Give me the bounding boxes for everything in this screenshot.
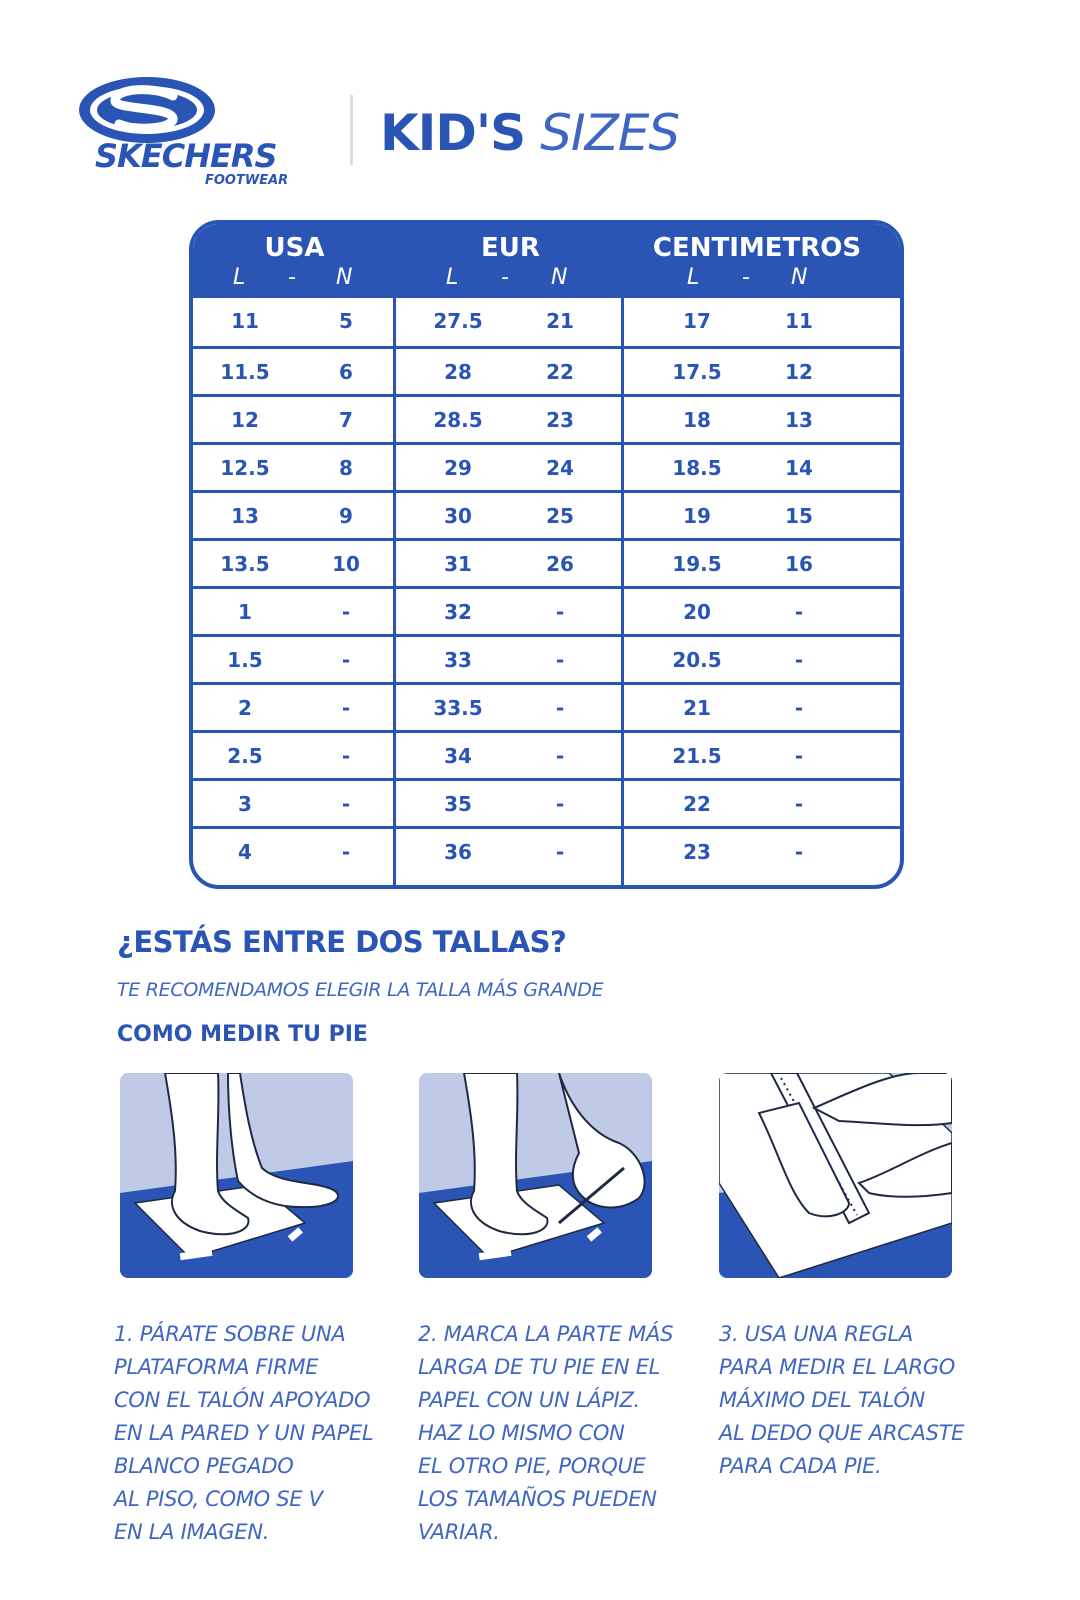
table-cell: 10 [332,552,360,576]
table-cell: 26 [546,552,574,576]
table-cell: 12 [231,408,259,432]
table-cell: 11 [785,309,813,333]
header-eur-n: N [551,265,568,290]
question-heading: ¿ESTÁS ENTRE DOS TALLAS? [117,925,567,959]
table-cell: 20.5 [672,648,722,672]
table-cell: 21.5 [672,744,722,768]
table-cell: 31 [444,552,472,576]
table-cell: 5 [339,309,353,333]
step-line: AL DEDO QUE ARCASTE [719,1421,965,1445]
table-cell: - [555,792,565,816]
table-row [193,730,900,779]
header-cm-n: N [791,265,808,290]
table-cell: 23 [683,840,711,864]
step-line: EN LA PARED Y UN PAPEL [114,1421,374,1445]
table-cell: 30 [444,504,472,528]
page-title [380,98,679,168]
table-cell: - [555,744,565,768]
table-cell: 13 [231,504,259,528]
size-table [189,220,904,889]
table-cell: 25 [546,504,574,528]
step-3-text [719,1318,1009,1483]
table-cell: 17 [683,309,711,333]
table-cell: 18.5 [672,456,722,480]
table-cell: 19.5 [672,552,722,576]
skechers-logo [75,72,343,190]
table-row [193,682,900,731]
step-line: MÁXIMO DEL TALÓN [719,1388,925,1412]
table-cell: 29 [444,456,472,480]
table-cell: - [794,648,804,672]
table-cell: - [555,840,565,864]
table-row [193,442,900,491]
table-cell: 33 [444,648,472,672]
table-cell: 11.5 [220,360,270,384]
table-cell: - [555,648,565,672]
table-cell: 13.5 [220,552,270,576]
illustration-stand [120,1073,353,1278]
table-cell: 17.5 [672,360,722,384]
table-cell: - [341,600,351,624]
step-line: 3. USA UNA REGLA [719,1322,913,1346]
illustration-mark [419,1073,652,1278]
table-cell: - [794,600,804,624]
table-cell: - [794,744,804,768]
header-eur [396,224,625,298]
table-cell: - [794,840,804,864]
table-cell: 15 [785,504,813,528]
table-cell: 21 [546,309,574,333]
step-line: PARA MEDIR EL LARGO [719,1355,956,1379]
table-cell: - [794,696,804,720]
column-divider-2 [621,298,624,885]
table-cell: - [341,648,351,672]
header-cm [625,224,889,298]
table-cell: 34 [444,744,472,768]
step-line: BLANCO PEGADO [114,1454,294,1478]
table-cell: - [341,792,351,816]
column-divider-1 [393,298,396,885]
table-row [193,586,900,635]
table-row [193,778,900,827]
table-cell: 32 [444,600,472,624]
table-cell: 12.5 [220,456,270,480]
table-cell: - [341,696,351,720]
table-cell: - [555,696,565,720]
table-cell: 1 [238,600,252,624]
table-row [193,298,900,344]
step-line: CON EL TALÓN APOYADO [114,1388,371,1412]
header-usa-dash: - [288,265,296,290]
table-cell: 4 [238,840,252,864]
table-cell: 18 [683,408,711,432]
table-row [193,634,900,683]
table-cell: 11 [231,309,259,333]
header-cm-dash: - [742,265,750,290]
table-cell: 36 [444,840,472,864]
table-cell: 28 [444,360,472,384]
table-cell: 2.5 [227,744,263,768]
header-usa-l: L [233,265,246,290]
step-line: HAZ LO MISMO CON [418,1421,625,1445]
step-1-text [114,1318,404,1549]
step-line: PAPEL CON UN LÁPIZ. [418,1388,640,1412]
table-cell: - [341,744,351,768]
table-cell: 28.5 [433,408,483,432]
table-cell: - [794,792,804,816]
step-line: EN LA IMAGEN. [114,1520,270,1544]
table-cell: 14 [785,456,813,480]
table-row [193,394,900,443]
header-usa-label: USA [264,233,325,263]
step-line: VARIAR. [418,1520,500,1544]
step-line: 1. PÁRATE SOBRE UNA [114,1322,346,1346]
header-eur-l: L [446,265,459,290]
table-cell: 7 [339,408,353,432]
recommendation-text: TE RECOMENDAMOS ELEGIR LA TALLA MÁS GRANDE [117,979,604,1001]
table-cell: 35 [444,792,472,816]
table-cell: 2 [238,696,252,720]
step-line: EL OTRO PIE, PORQUE [418,1454,646,1478]
table-cell: 16 [785,552,813,576]
step-line: 2. MARCA LA PARTE MÁS [418,1322,674,1346]
svg-text:FOOTWEAR: FOOTWEAR [205,173,289,188]
how-to-heading: COMO MEDIR TU PIE [117,1022,368,1047]
table-cell: 13 [785,408,813,432]
table-cell: 19 [683,504,711,528]
table-cell: 20 [683,600,711,624]
table-row [193,538,900,587]
step-line: AL PISO, COMO SE V [114,1487,323,1511]
title-light: SIZES [540,104,680,162]
table-cell: 22 [546,360,574,384]
svg-text:SKECHERS: SKECHERS [95,137,277,175]
table-cell: 3 [238,792,252,816]
step-2-text [418,1318,708,1549]
table-cell: 33.5 [433,696,483,720]
table-row [193,346,900,395]
header-cm-l: L [687,265,700,290]
header-divider [350,95,353,165]
table-row [193,826,900,875]
table-cell: 1.5 [227,648,263,672]
table-cell: 6 [339,360,353,384]
illustration-ruler [719,1073,952,1278]
table-cell: - [555,600,565,624]
table-cell: 24 [546,456,574,480]
step-line: PLATAFORMA FIRME [114,1355,319,1379]
step-line: LOS TAMAÑOS PUEDEN [418,1487,657,1511]
table-cell: 27.5 [433,309,483,333]
header-eur-dash: - [501,265,509,290]
table-cell: 22 [683,792,711,816]
step-line: PARA CADA PIE. [719,1454,882,1478]
table-row [193,490,900,539]
table-cell: 9 [339,504,353,528]
table-header [193,224,900,298]
header-usa-n: N [336,265,353,290]
title-bold: KID'S [380,104,526,162]
step-line: LARGA DE TU PIE EN EL [418,1355,661,1379]
header-cm-label: CENTIMETROS [652,233,862,263]
header-usa [193,224,396,298]
table-cell: - [341,840,351,864]
header-eur-label: EUR [481,233,540,263]
table-cell: 23 [546,408,574,432]
table-cell: 12 [785,360,813,384]
table-cell: 8 [339,456,353,480]
table-cell: 21 [683,696,711,720]
